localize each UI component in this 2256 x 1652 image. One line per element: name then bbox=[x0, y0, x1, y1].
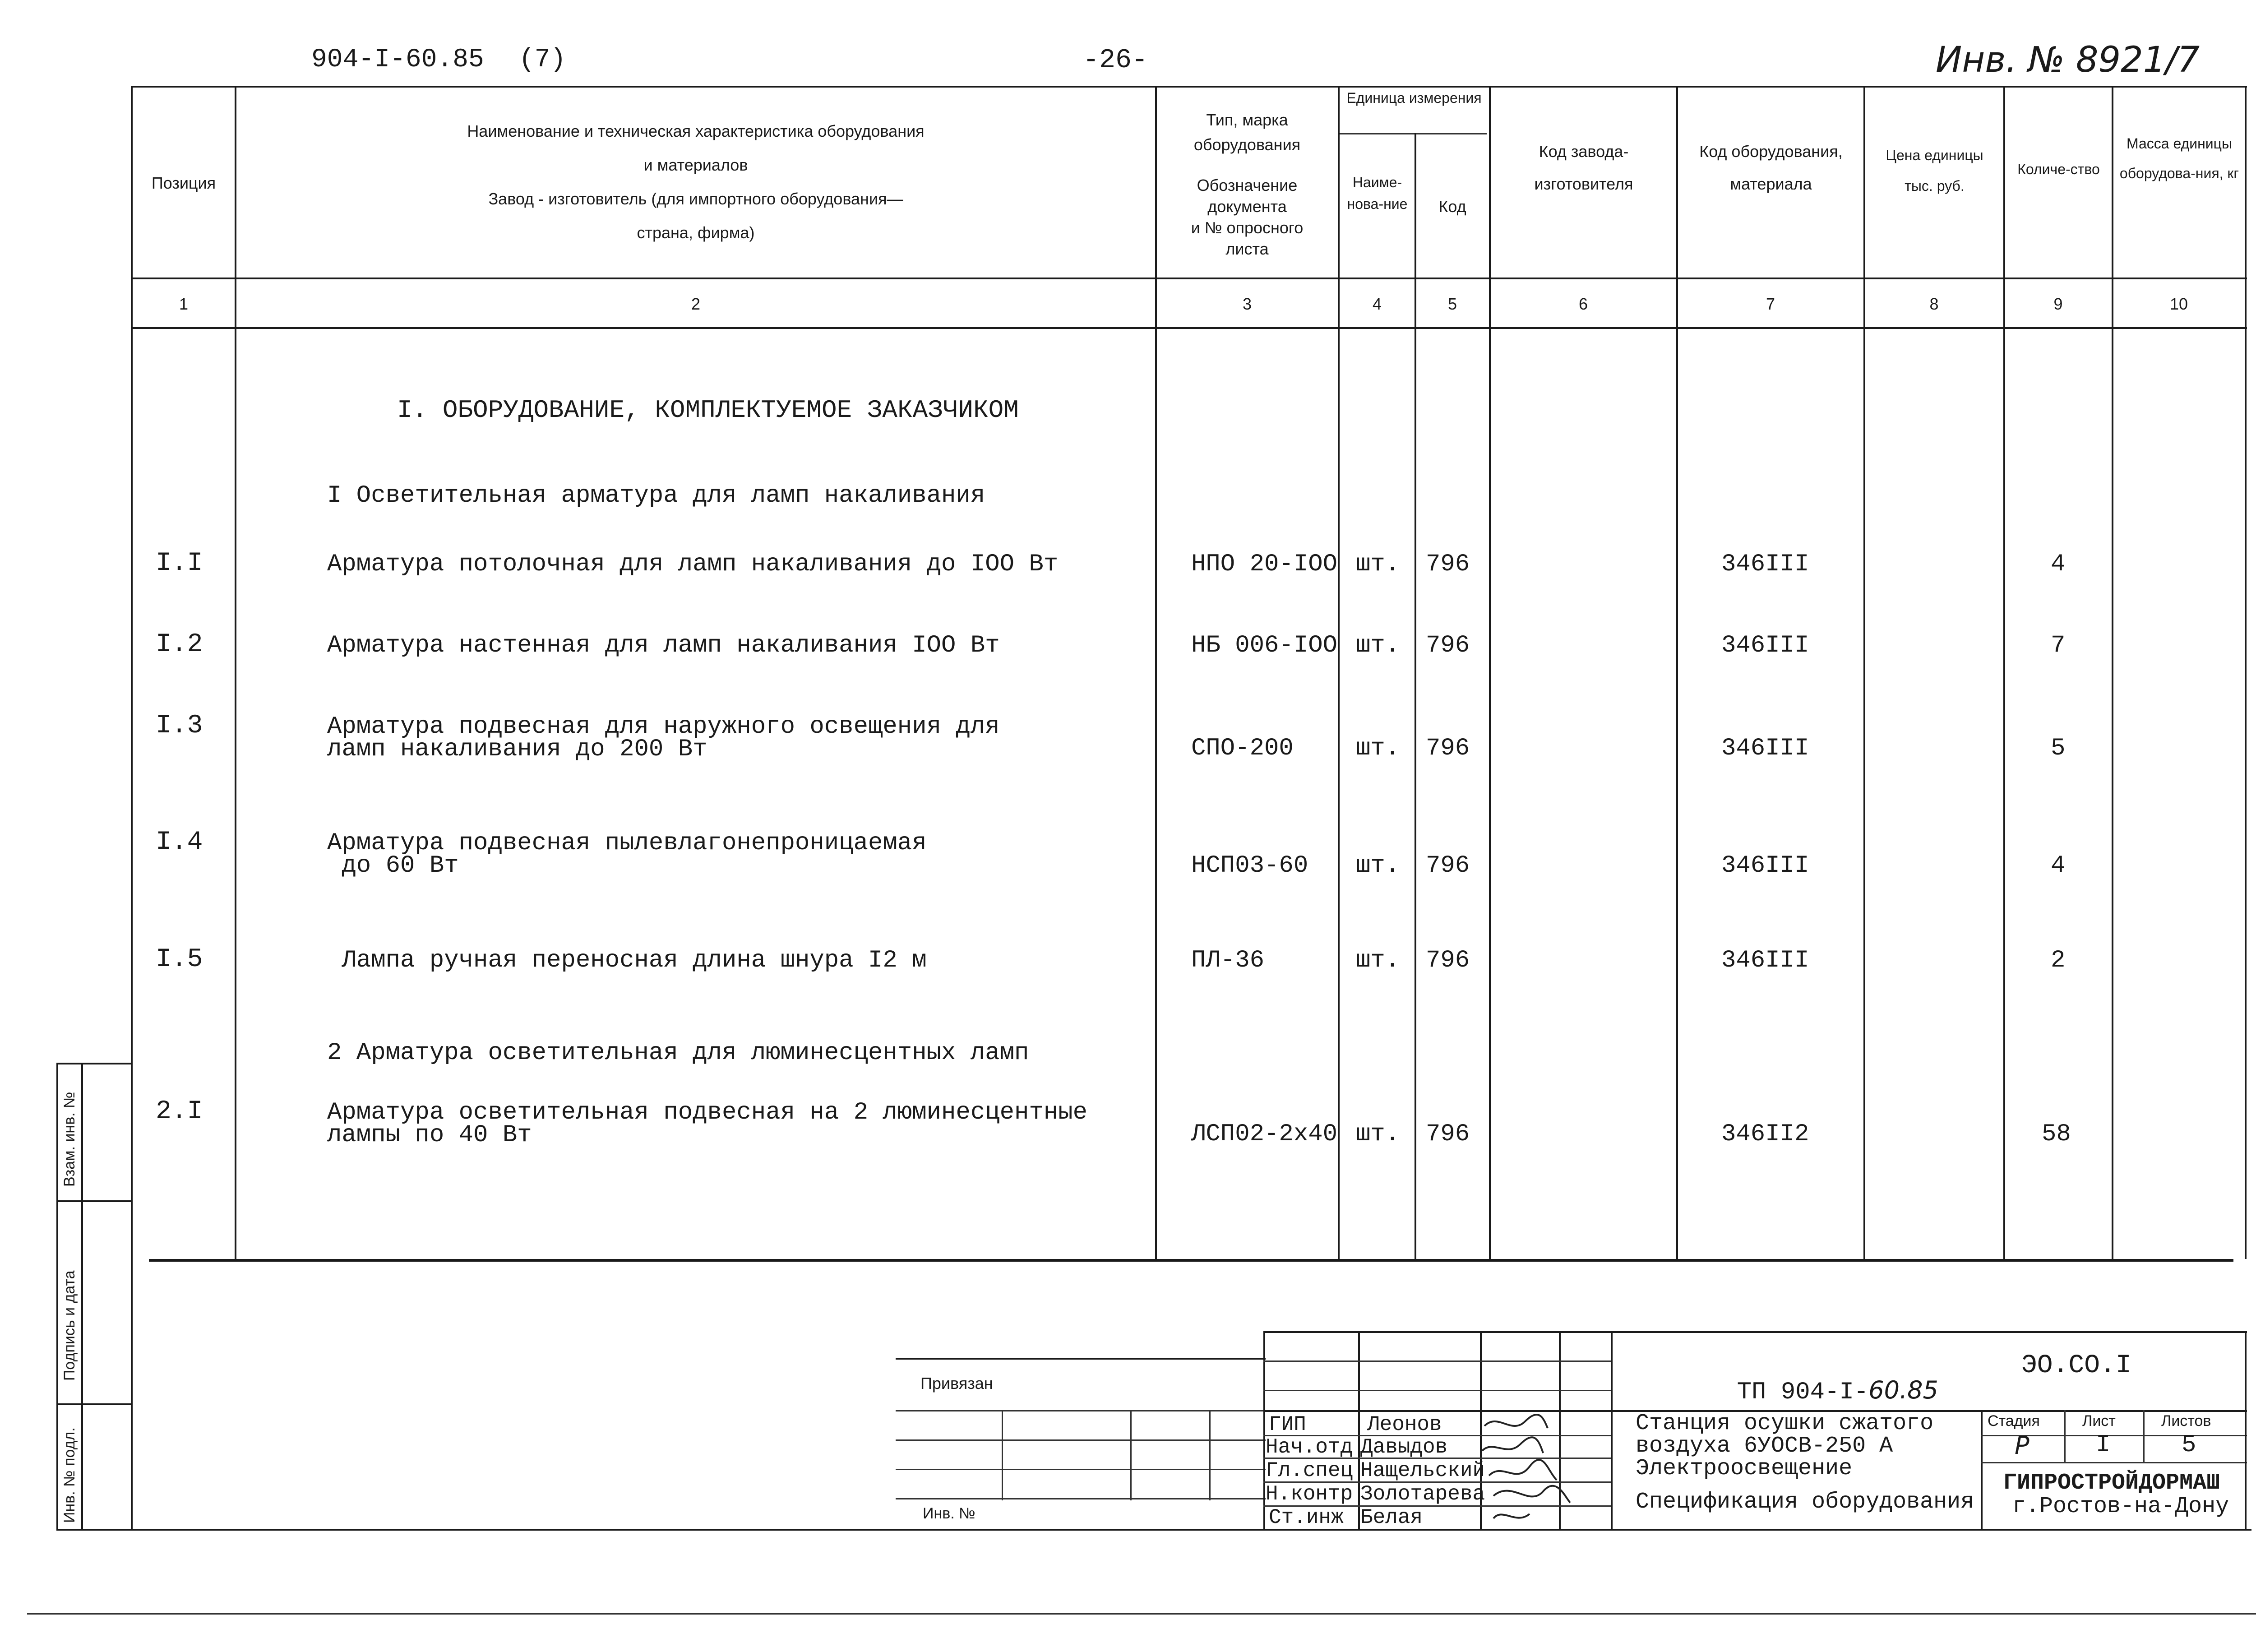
person-name: Белая bbox=[1360, 1506, 1423, 1529]
person-name: Нащельский bbox=[1360, 1459, 1485, 1482]
col-price-header: Цена единицы тыс. руб. bbox=[1886, 147, 1983, 194]
sheet-label: Лист bbox=[2082, 1412, 2116, 1430]
sheets-label: Листов bbox=[2161, 1412, 2211, 1430]
stage-label: Стадия bbox=[1988, 1412, 2040, 1430]
role-label: Гл.спец bbox=[1266, 1459, 1353, 1482]
col-quantity-header: Количе-ство bbox=[2017, 161, 2100, 177]
section-title: I. ОБОРУДОВАНИЕ, КОМПЛЕКТУЕМОЕ ЗАКАЗЧИКОМ bbox=[397, 396, 1019, 425]
col-mass-header: Масса единицы оборудова-ния, кг bbox=[2119, 135, 2239, 181]
privyazan-label: Привязан bbox=[920, 1374, 993, 1393]
page-number: -26- bbox=[1083, 45, 1148, 76]
doc-code: 904-I-60.85 bbox=[311, 45, 484, 74]
role-label: Н.контр bbox=[1266, 1482, 1353, 1506]
original-inv-label: Инв. № подл. bbox=[61, 1427, 78, 1523]
drawing-title-line: воздуха 6УОСВ-250 А bbox=[1636, 1433, 1893, 1459]
group-title: I Осветительная арматура для ламп накаливания bbox=[327, 482, 985, 509]
person-name: Леонов bbox=[1367, 1413, 1442, 1436]
drawing-title-line: Электроосвещение bbox=[1636, 1456, 1853, 1481]
organization-city: г.Ростов-на-Дону bbox=[2012, 1494, 2229, 1519]
col-position-header: Позиция bbox=[151, 174, 216, 192]
col-unit-code-header: Код bbox=[1438, 197, 1466, 216]
group-title: 2 Арматура осветительная для люминесцентных ламп bbox=[327, 1039, 1029, 1067]
role-label: Нач.отд bbox=[1266, 1435, 1353, 1459]
replace-inv-label: Взам. инв. № bbox=[61, 1092, 78, 1187]
signatures-image bbox=[1475, 1408, 1593, 1530]
sheet-in-set: (7) bbox=[519, 45, 566, 74]
signature-date-label: Подпись и дата bbox=[61, 1270, 78, 1381]
drawing-title-line: Станция осушки сжатого bbox=[1636, 1411, 1934, 1436]
person-name: Давыдов bbox=[1360, 1435, 1448, 1459]
inv-no-label: Инв. № bbox=[923, 1505, 975, 1522]
person-name: Золотарева bbox=[1360, 1482, 1485, 1506]
col-factory-code-header: Код завода-изготовителя bbox=[1534, 142, 1633, 193]
sheet-value: I bbox=[2096, 1431, 2111, 1459]
stage-value: Р bbox=[2015, 1431, 2029, 1460]
organization-name: ГИПРОСТРОЙДОРМАШ bbox=[2003, 1470, 2220, 1496]
doc-mark: ЭО.СО.I bbox=[2021, 1351, 2131, 1380]
col-unit-group-header: Единица измерения bbox=[1346, 90, 1482, 106]
drawing-title-line: Спецификация оборудования bbox=[1636, 1489, 1974, 1515]
col-unit-name-header: Наиме-нова-ние bbox=[1347, 174, 1408, 212]
tp-code: ТП 904-I-60.85 bbox=[1737, 1376, 1938, 1406]
inventory-number: Инв. № 8921/7 bbox=[1936, 40, 2200, 80]
sheets-value: 5 bbox=[2182, 1431, 2196, 1459]
role-label: Ст.инж bbox=[1269, 1506, 1344, 1529]
col-material-code-header: Код оборудования, материала bbox=[1699, 142, 1843, 193]
role-label: ГИП bbox=[1269, 1413, 1306, 1436]
page-border bbox=[27, 1613, 2256, 1615]
